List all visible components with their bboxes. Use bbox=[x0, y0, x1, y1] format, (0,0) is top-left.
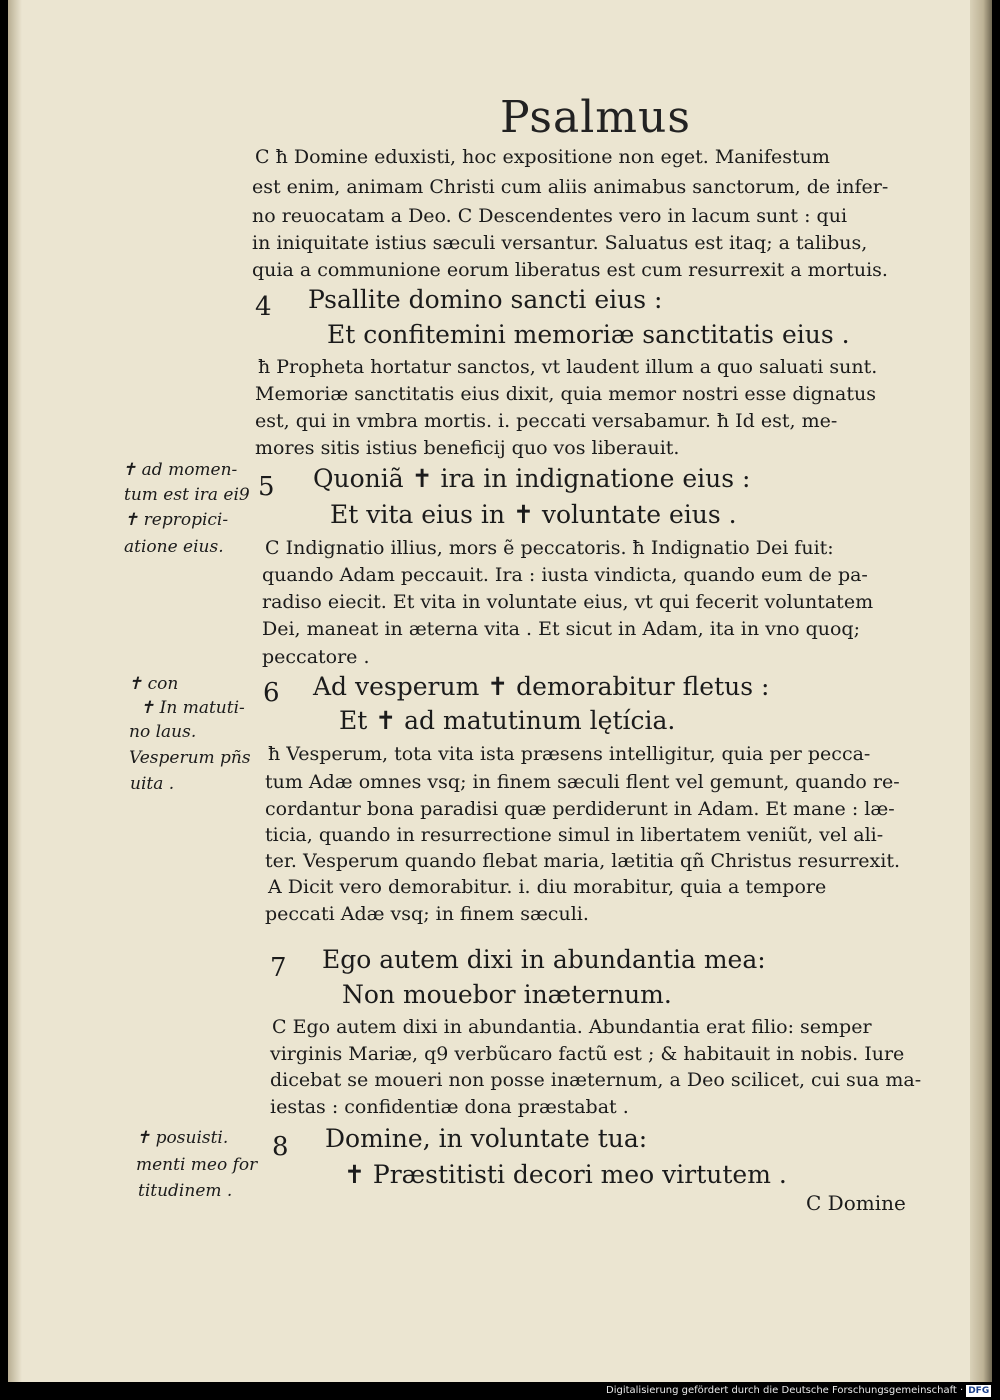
psalm-verse: Domine, in voluntate tua: bbox=[325, 1124, 648, 1153]
psalm-verse: Psallite domino sancti eius : bbox=[308, 285, 663, 314]
psalm-verse: Non mouebor inæternum. bbox=[342, 980, 672, 1009]
margin-note: no laus. bbox=[129, 722, 197, 742]
margin-note: atione eius. bbox=[124, 537, 224, 557]
text-line: peccatore . bbox=[262, 646, 370, 668]
text-line: no reuocatam a Deo. C Descendentes vero in lacum sunt : qui bbox=[252, 205, 848, 227]
digitization-credit bbox=[606, 1382, 991, 1400]
text-line: radiso eiecit. Et vita in voluntate eius, vt qui fecerit voluntatem bbox=[262, 591, 874, 613]
text-line: peccati Adæ vsq; in finem sæculi. bbox=[265, 903, 589, 925]
text-line: iestas : confidentiæ dona præstabat . bbox=[270, 1096, 629, 1118]
text-line: ter. Vesperum quando flebat maria, lætitia qñ Christus resurrexit. bbox=[265, 850, 901, 872]
psalm-verse: Ad vesperum ✝ demorabitur fletus : bbox=[313, 672, 770, 701]
text-line: est enim, animam Christi cum aliis animabus sanctorum, de infer- bbox=[252, 176, 889, 198]
page-gutter-shadow bbox=[8, 0, 22, 1382]
margin-note: ✝ ad momen- bbox=[122, 460, 238, 480]
text-line: quia a communione eorum liberatus est cum resurrexit a mortuis. bbox=[252, 259, 888, 281]
catchword: C Domine bbox=[806, 1191, 906, 1215]
text-line: C Indignatio illius, mors ẽ peccatoris. ħ Indignatio Dei fuit: bbox=[265, 537, 834, 559]
text-line: ticia, quando in resurrectione simul in libertatem veniũt, vel ali- bbox=[265, 824, 884, 846]
margin-note: titudinem . bbox=[138, 1181, 233, 1201]
verse-number: 5 bbox=[258, 472, 275, 502]
verse-number: 7 bbox=[270, 953, 287, 983]
text-line: mores sitis istius beneficij quo vos liberauit. bbox=[255, 437, 680, 459]
text-line: cordantur bona paradisi quæ perdiderunt in Adam. Et mane : læ- bbox=[265, 798, 895, 820]
psalm-verse: Et confitemini memoriæ sanctitatis eius . bbox=[327, 320, 850, 349]
text-line: Memoriæ sanctitatis eius dixit, quia memor nostri esse dignatus bbox=[255, 383, 876, 405]
psalm-verse: Et vita eius in ✝ voluntate eius . bbox=[330, 500, 737, 529]
page-edge-shadow bbox=[970, 0, 992, 1382]
text-line: in iniquitate istius sæculi versantur. Saluatus est itaq; a talibus, bbox=[252, 232, 868, 254]
verse-number: 4 bbox=[255, 292, 272, 322]
text-line: est, qui in vmbra mortis. i. peccati versabamur. ħ Id est, me- bbox=[255, 410, 838, 432]
text-line: C ħ Domine eduxisti, hoc expositione non eget. Manifestum bbox=[255, 146, 830, 168]
psalm-verse: ✝ Præstitisti decori meo virtutem . bbox=[344, 1160, 787, 1189]
text-line: Dei, maneat in æterna vita . Et sicut in Adam, ita in vno quoq; bbox=[262, 618, 860, 640]
text-line: ħ Vesperum, tota vita ista præsens intelligitur, quia per pecca- bbox=[268, 743, 871, 765]
psalm-verse: Ego autem dixi in abundantia mea: bbox=[322, 945, 766, 974]
margin-note: ✝ In matuti- bbox=[140, 698, 245, 718]
running-head: Psalmus bbox=[500, 92, 691, 143]
psalm-verse: Quoniã ✝ ira in indignatione eius : bbox=[313, 464, 751, 493]
margin-note: ✝ repropici- bbox=[124, 510, 229, 530]
text-line: A Dicit vero demorabitur. i. diu morabitur, quia a tempore bbox=[268, 876, 827, 898]
text-line: dicebat se moueri non posse inæternum, a Deo scilicet, cui sua ma- bbox=[270, 1069, 922, 1091]
verse-number: 6 bbox=[263, 678, 280, 708]
margin-note: menti meo for bbox=[136, 1155, 258, 1175]
verse-number: 8 bbox=[272, 1132, 289, 1162]
text-line: quando Adam peccauit. Ira : iusta vindicta, quando eum de pa- bbox=[262, 564, 868, 586]
margin-note: tum est ira ei9 bbox=[124, 485, 250, 505]
text-line: tum Adæ omnes vsq; in finem sæculi flent vel gemunt, quando re- bbox=[265, 771, 900, 793]
text-line: virginis Mariæ, q9 verbũcaro factũ est ; & habitauit in nobis. Iure bbox=[270, 1043, 905, 1065]
text-line: ħ Propheta hortatur sanctos, vt laudent illum a quo saluati sunt. bbox=[258, 356, 878, 378]
credit-text: Digitalisierung gefördert durch die Deutsche Forschungsgemeinschaft · bbox=[606, 1385, 964, 1396]
margin-note: ✝ posuisti. bbox=[136, 1128, 229, 1148]
text-line: C Ego autem dixi in abundantia. Abundantia erat filio: semper bbox=[272, 1016, 872, 1038]
margin-note: ✝ con bbox=[128, 674, 179, 694]
psalm-verse: Et ✝ ad matutinum lętícia. bbox=[339, 706, 676, 735]
margin-note: uita . bbox=[130, 774, 175, 794]
margin-note: Vesperum pñs bbox=[129, 748, 251, 768]
dfg-logo: DFG bbox=[968, 1386, 990, 1396]
